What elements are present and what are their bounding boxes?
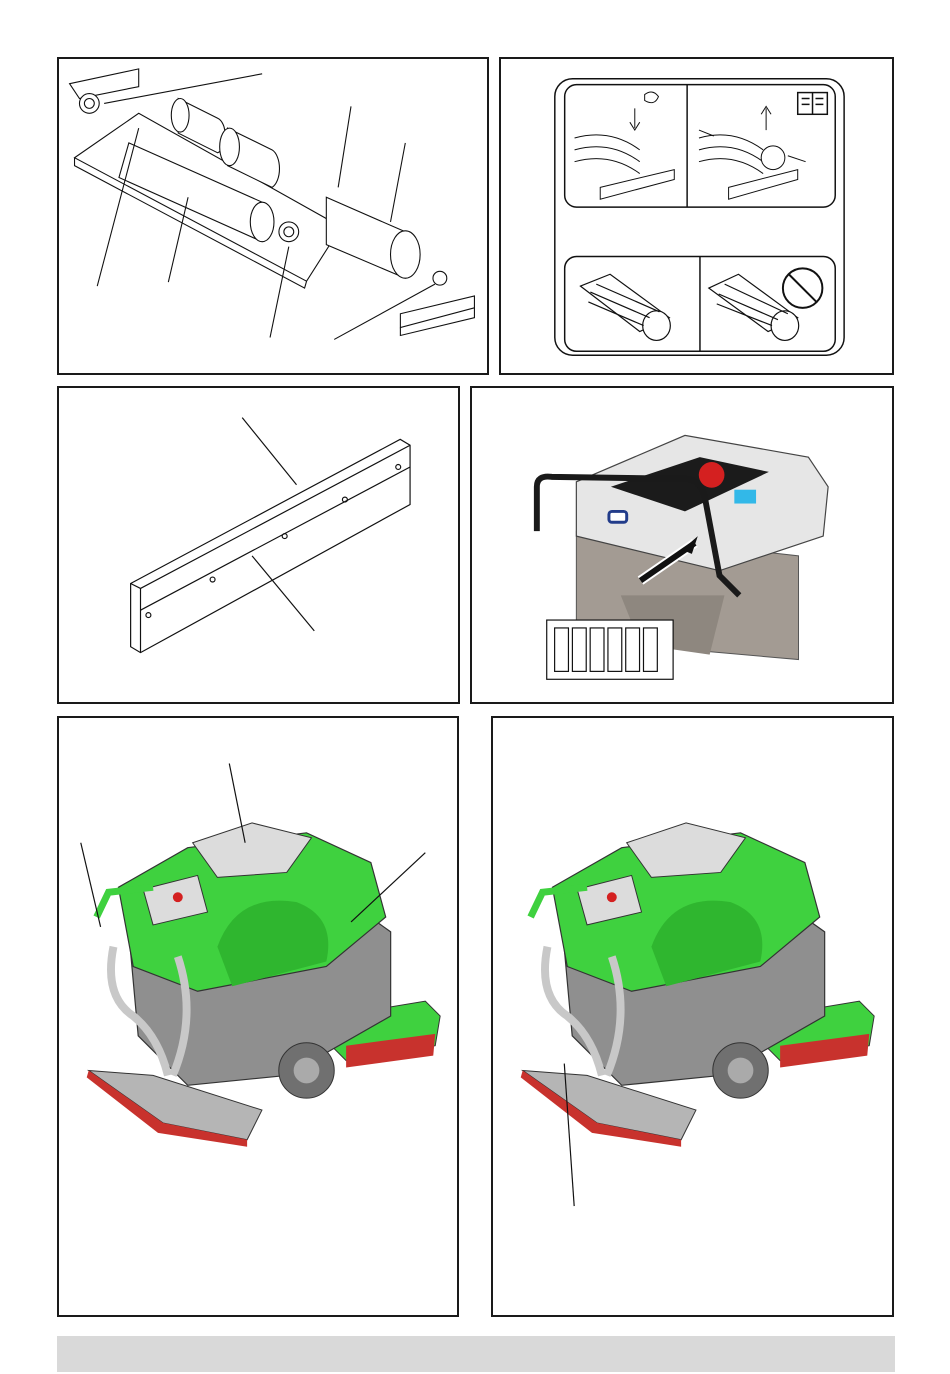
- serial-label-boxes: [547, 620, 673, 679]
- figure-brush-assembly: [57, 57, 489, 375]
- key-slot: [609, 511, 627, 522]
- squeegee-blade-drawing: [59, 388, 458, 702]
- prohibited-icon: [783, 268, 822, 307]
- book-icon: [798, 93, 828, 115]
- display-window: [734, 490, 756, 504]
- machine-left-drawing: [59, 718, 457, 1315]
- figure-machine-right: [491, 716, 894, 1317]
- emergency-stop-button: [699, 462, 725, 488]
- warning-label-drawing: [501, 59, 892, 373]
- brush-assembly-drawing: [59, 59, 487, 373]
- control-panel-drawing: [472, 388, 892, 702]
- figure-squeegee-blade: [57, 386, 460, 704]
- footer-bar: [57, 1336, 895, 1372]
- figure-machine-left: [57, 716, 459, 1317]
- figure-control-panel: [470, 386, 894, 704]
- machine-right-drawing: [493, 718, 892, 1315]
- figure-brush-warning-label: [499, 57, 894, 375]
